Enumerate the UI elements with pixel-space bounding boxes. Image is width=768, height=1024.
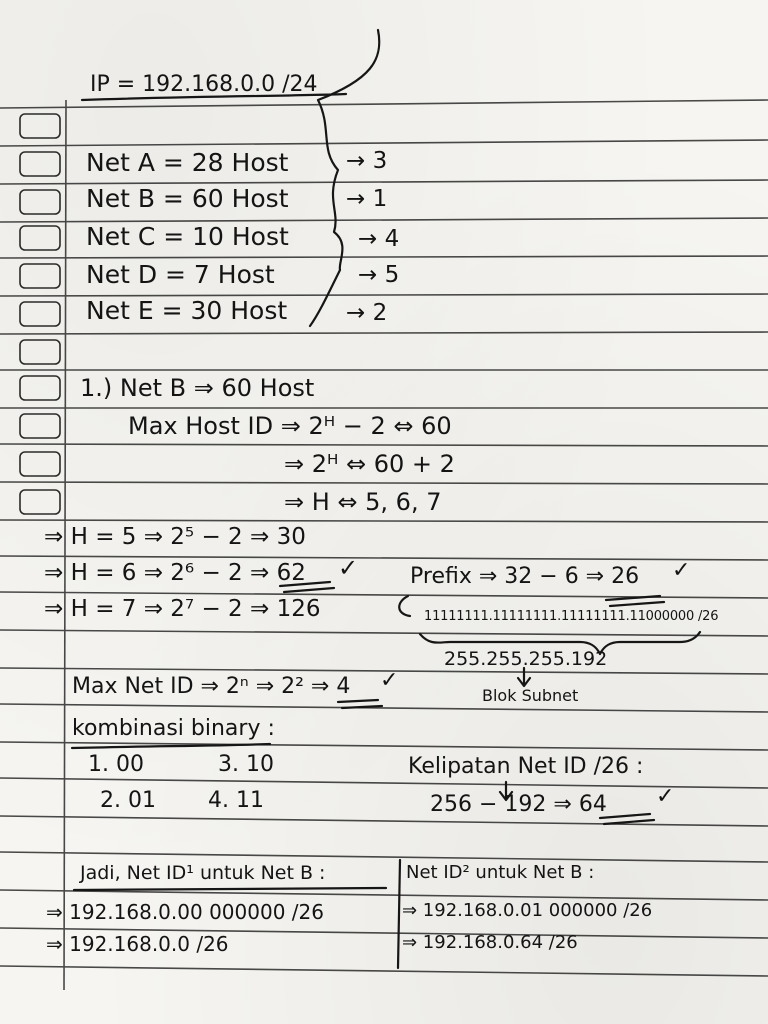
- net-b-line: Net B = 60 Host: [86, 184, 289, 213]
- margin-checkboxes: [20, 114, 60, 514]
- candidate-h5: ⇒ H = 5 ⇒ 2⁵ − 2 ⇒ 30: [44, 524, 306, 550]
- prefix-swirl: [399, 596, 410, 616]
- max-net-check: ✓: [380, 668, 399, 693]
- max-net-id: Max Net ID ⇒ 2ⁿ ⇒ 2² ⇒ 4: [72, 674, 351, 699]
- result-right-title: Net ID² untuk Net B :: [406, 862, 595, 883]
- net-c-rank: → 4: [358, 226, 400, 252]
- kombinasi-underline: [72, 744, 270, 748]
- kelipatan-formula: 256 − 192 ⇒ 64: [430, 792, 607, 817]
- result-right-line1: ⇒ 192.168.0.01 000000 /26: [402, 900, 653, 921]
- net-a-rank: → 3: [346, 148, 388, 174]
- underline-64: [600, 814, 654, 824]
- prefix-formula: Prefix ⇒ 32 − 6 ⇒ 26: [410, 564, 640, 589]
- prefix-check: ✓: [672, 558, 691, 583]
- net-b-rank: → 1: [346, 186, 388, 212]
- underline-4: [338, 700, 382, 708]
- kombinasi-title: kombinasi binary :: [72, 716, 275, 741]
- step1-line3: ⇒ H ⇔ 5, 6, 7: [284, 488, 442, 516]
- kelipatan-check: ✓: [656, 784, 675, 809]
- result-left-title: Jadi, Net ID¹ untuk Net B :: [80, 862, 326, 884]
- step1-title: 1.) Net B ⇒ 60 Host: [80, 374, 315, 402]
- check-h6: ✓: [338, 554, 359, 582]
- step1-line1: Max Host ID ⇒ 2ᴴ − 2 ⇔ 60: [128, 412, 452, 440]
- candidate-h7: ⇒ H = 7 ⇒ 2⁷ − 2 ⇒ 126: [44, 596, 321, 622]
- net-d-line: Net D = 7 Host: [86, 260, 275, 289]
- prefix-binary: 11111111.11111111.11111111.11000000 /26: [424, 609, 719, 624]
- step1-line2: ⇒ 2ᴴ ⇔ 60 + 2: [284, 450, 455, 478]
- result-underline: [74, 888, 386, 890]
- kombinasi-item-3: 3. 10: [218, 752, 274, 777]
- net-c-line: Net C = 10 Host: [86, 222, 289, 251]
- net-d-rank: → 5: [358, 262, 400, 288]
- blok-subnet-label: Blok Subnet: [482, 686, 579, 705]
- blok-arrow: [518, 668, 530, 686]
- net-e-line: Net E = 30 Host: [86, 296, 288, 325]
- candidate-h6: ⇒ H = 6 ⇒ 2⁶ − 2 ⇒ 62: [44, 560, 306, 586]
- result-left-line1: ⇒ 192.168.0.00 000000 /26: [46, 900, 324, 924]
- result-right-line2: ⇒ 192.168.0.64 /26: [402, 932, 578, 953]
- kelipatan-title: Kelipatan Net ID /26 :: [408, 754, 644, 779]
- kombinasi-item-1: 1. 00: [88, 752, 144, 777]
- result-left-line2: ⇒ 192.168.0.0 /26: [46, 932, 229, 956]
- net-a-line: Net A = 28 Host: [86, 148, 289, 177]
- ip-header: IP = 192.168.0.0 /24: [90, 72, 318, 97]
- kombinasi-item-2: 2. 01: [100, 788, 156, 813]
- kombinasi-item-4: 4. 11: [208, 788, 264, 813]
- net-e-rank: → 2: [346, 300, 388, 326]
- result-divider: [398, 860, 400, 968]
- prefix-mask: 255.255.255.192: [444, 648, 608, 670]
